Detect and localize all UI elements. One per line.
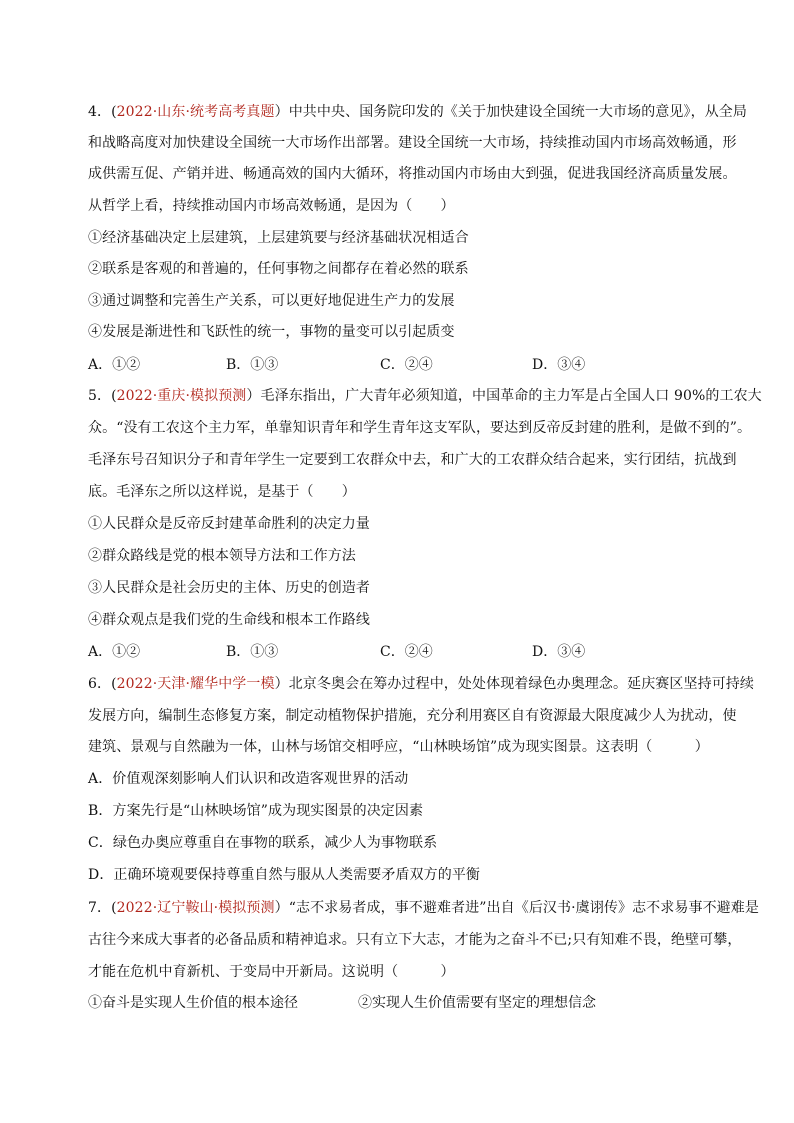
question-7-stem-line-1: 7．(2022·辽宁鞍山·模拟预测）“志不求易者成，事不避难者进”出自《后汉书·虞诩传》志不求易事不避难是 — [88, 900, 759, 916]
question-4-stem-line-1: 4．(2022·山东·统考高考真题）中共中央、国务院印发的《关于加快建设全国统一大市场的意见》，从全局 — [88, 104, 748, 120]
question-6-number: 6．( — [88, 676, 117, 692]
question-4-item-1: ①经济基础决定上层建筑，上层建筑要与经济基础状况相适合 — [88, 230, 469, 246]
question-7-stem-line-3: 才能在危机中育新机、于变局中开新局。这说明（ ） — [88, 964, 455, 980]
question-5-stem-line-4: 底。毛泽东之所以这样说，是基于（ ） — [88, 484, 356, 500]
question-6-option-c[interactable]: C．绿色办奥应尊重自在事物的联系，减少人为事物联系 — [88, 835, 438, 851]
question-4-option-c[interactable]: C．②④ — [380, 357, 433, 373]
question-5-stem-line-1: 5．(2022·重庆·模拟预测）毛泽东指出，广大青年必须知道，中国革命的主力军是占全国人口 90%的工农大 — [88, 388, 762, 404]
question-4-option-d[interactable]: D．③④ — [532, 357, 586, 373]
question-5-item-3: ③人民群众是社会历史的主体、历史的创造者 — [88, 580, 370, 596]
question-4-stem-line-2: 和战略高度对加快建设全国统一大市场作出部署。建设全国统一大市场，持续推动国内市场高效畅通，形 — [88, 135, 737, 151]
question-5-option-a[interactable]: A．①② — [88, 644, 141, 660]
question-7-number: 7．( — [88, 900, 117, 916]
question-5-option-d[interactable]: D．③④ — [532, 644, 586, 660]
question-4-stem-line-4: 从哲学上看，持续推动国内市场高效畅通，是因为（ ） — [88, 198, 455, 214]
question-5-stem-line-2: 众。“没有工农这个主力军，单靠知识青年和学生青年这支军队，要达到反帝反封建的胜利，是做不到的”。 — [88, 420, 752, 436]
question-4-stem-line-3: 成供需互促、产销并进、畅通高效的国内大循环，将推动国内市场由大到强，促进我国经济高质量发展。 — [88, 166, 737, 182]
question-6-stem-line-1: 6．(2022·天津·耀华中学一模）北京冬奥会在筹办过程中，处处体现着绿色办奥理念。延庆赛区坚持可持续 — [88, 676, 755, 692]
question-7-item-1: ①奋斗是实现人生价值的根本途径 — [88, 995, 298, 1011]
question-6-source: 2022·天津·耀华中学一模 — [116, 676, 275, 692]
question-5-option-b[interactable]: B．①③ — [226, 644, 279, 660]
question-4-number: 4．( — [88, 104, 117, 120]
question-5-item-4: ④群众观点是我们党的生命线和根本工作路线 — [88, 612, 370, 628]
question-5-option-c[interactable]: C．②④ — [380, 644, 433, 660]
question-6-option-b[interactable]: B．方案先行是“山林映场馆”成为现实图景的决定因素 — [88, 803, 424, 819]
question-5-number: 5．( — [88, 388, 117, 404]
question-7-item-2: ②实现人生价值需要有坚定的理想信念 — [358, 995, 596, 1011]
question-5-source: 2022·重庆·模拟预测 — [116, 388, 247, 404]
question-5-item-1: ①人民群众是反帝反封建革命胜利的决定力量 — [88, 516, 370, 532]
question-4-source: 2022·山东·统考高考真题 — [116, 104, 275, 120]
question-4-option-a[interactable]: A．①② — [88, 357, 141, 373]
question-4-item-2: ②联系是客观的和普遍的，任何事物之间都存在着必然的联系 — [88, 261, 469, 277]
question-6-option-d[interactable]: D．正确环境观要保持尊重自然与服从人类需要矛盾双方的平衡 — [88, 867, 481, 883]
question-4-item-4: ④发展是渐进性和飞跃性的统一，事物的量变可以引起质变 — [88, 324, 455, 340]
question-6-stem-line-3: 建筑、景观与自然融为一体，山林与场馆交相呼应，“山林映场馆”成为现实图景。这表明（ ） — [88, 739, 709, 755]
question-4-option-b[interactable]: B．①③ — [226, 357, 279, 373]
question-7-stem-line-2: 古往今来成大事者的必备品质和精神追求。只有立下大志，才能为之奋斗不已;只有知难不畏，绝壁可攀， — [88, 932, 742, 948]
question-4-item-3: ③通过调整和完善生产关系，可以更好地促进生产力的发展 — [88, 293, 455, 309]
question-6-option-a[interactable]: A．价值观深刻影响人们认识和改造客观世界的活动 — [88, 771, 409, 787]
question-5-stem-line-3: 毛泽东号召知识分子和青年学生一定要到工农群众中去，和广大的工农群众结合起来，实行团结，抗战到 — [88, 452, 737, 468]
question-7-source: 2022·辽宁鞍山·模拟预测 — [116, 900, 275, 916]
question-5-item-2: ②群众路线是党的根本领导方法和工作方法 — [88, 548, 356, 564]
question-6-stem-line-2: 发展方向，编制生态修复方案，制定动植物保护措施，充分利用赛区自有资源最大限度减少人为扰动，使 — [88, 708, 737, 724]
